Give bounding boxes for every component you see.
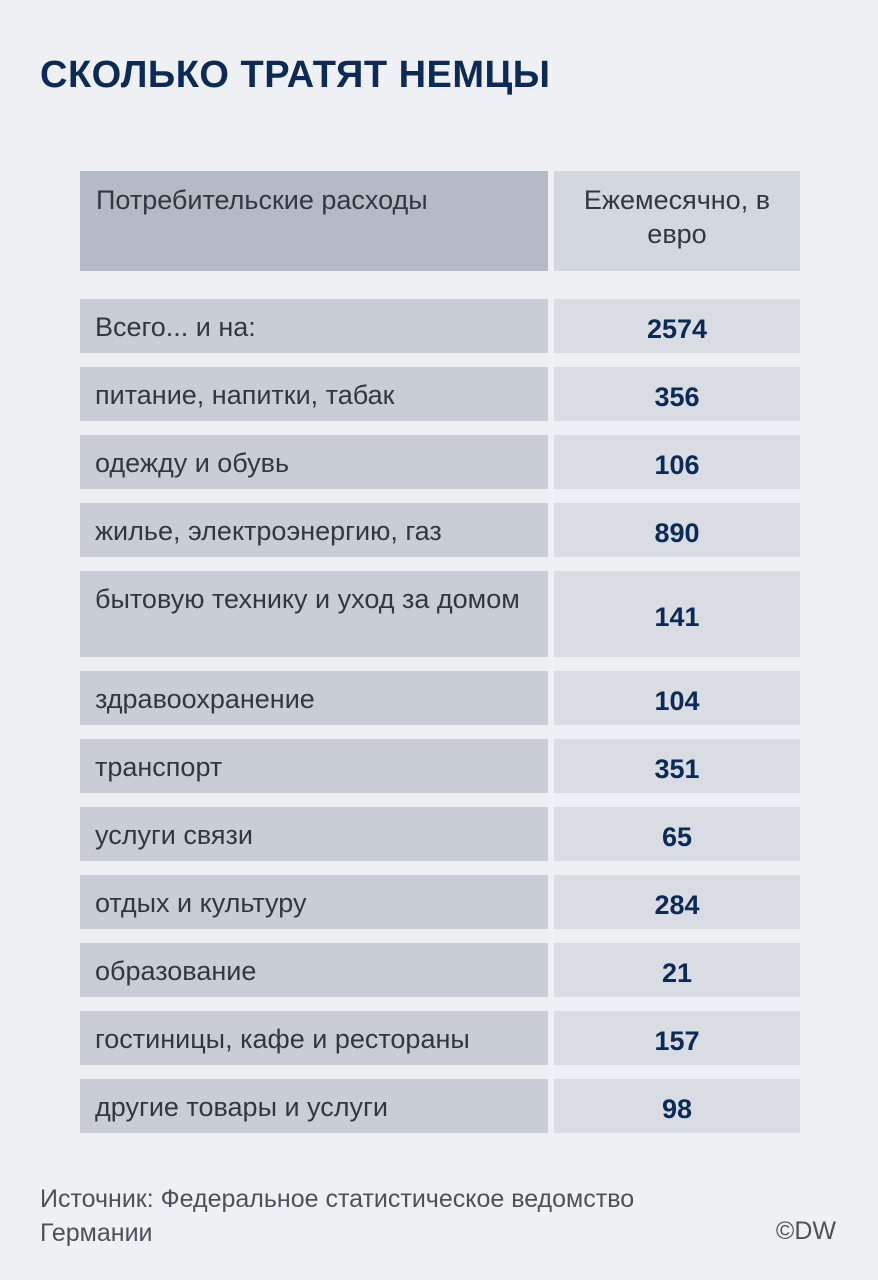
table-row <box>80 1011 800 1065</box>
row-monthly-value: 351 <box>554 739 800 793</box>
row-category-label: Всего... и на: <box>80 299 548 353</box>
row-category-label: бытовую технику и уход за домом <box>80 571 548 657</box>
row-category-label: услуги связи <box>80 807 548 861</box>
table-row <box>80 807 800 861</box>
row-category-label: гостиницы, кафе и рестораны <box>80 1011 548 1065</box>
table-row <box>80 875 800 929</box>
row-monthly-value: 21 <box>554 943 800 997</box>
row-monthly-value: 106 <box>554 435 800 489</box>
row-category-label: образование <box>80 943 548 997</box>
row-monthly-value: 2574 <box>554 299 800 353</box>
table-row <box>80 943 800 997</box>
table-row <box>80 503 800 557</box>
table-body <box>80 299 800 1147</box>
row-monthly-value: 284 <box>554 875 800 929</box>
table-row <box>80 671 800 725</box>
table-row <box>80 299 800 353</box>
row-monthly-value: 98 <box>554 1079 800 1133</box>
table-row <box>80 571 800 657</box>
table-row <box>80 367 800 421</box>
source-note: Источник: Федеральное статистическое ведомство Германии <box>40 1185 635 1247</box>
row-category-label: одежду и обувь <box>80 435 548 489</box>
table-row <box>80 739 800 793</box>
table-row <box>80 435 800 489</box>
row-category-label: отдых и культуру <box>80 875 548 929</box>
table-row <box>80 1079 800 1133</box>
copyright-mark: ©DW <box>775 1217 836 1245</box>
table-header <box>80 171 800 271</box>
row-monthly-value: 890 <box>554 503 800 557</box>
column-header-monthly: Ежемесячно, в евро <box>554 171 800 271</box>
row-monthly-value: 65 <box>554 807 800 861</box>
row-category-label: здравоохранение <box>80 671 548 725</box>
row-monthly-value: 356 <box>554 367 800 421</box>
page-title: СКОЛЬКО ТРАТЯТ НЕМЦЫ <box>40 54 551 96</box>
row-category-label: транспорт <box>80 739 548 793</box>
row-category-label: другие товары и услуги <box>80 1079 548 1133</box>
row-category-label: жилье, электроэнергию, газ <box>80 503 548 557</box>
row-category-label: питание, напитки, табак <box>80 367 548 421</box>
row-monthly-value: 157 <box>554 1011 800 1065</box>
row-monthly-value: 104 <box>554 671 800 725</box>
column-header-category: Потребительские расходы <box>80 171 548 271</box>
expenses-table <box>80 171 800 1147</box>
row-monthly-value: 141 <box>554 571 800 657</box>
